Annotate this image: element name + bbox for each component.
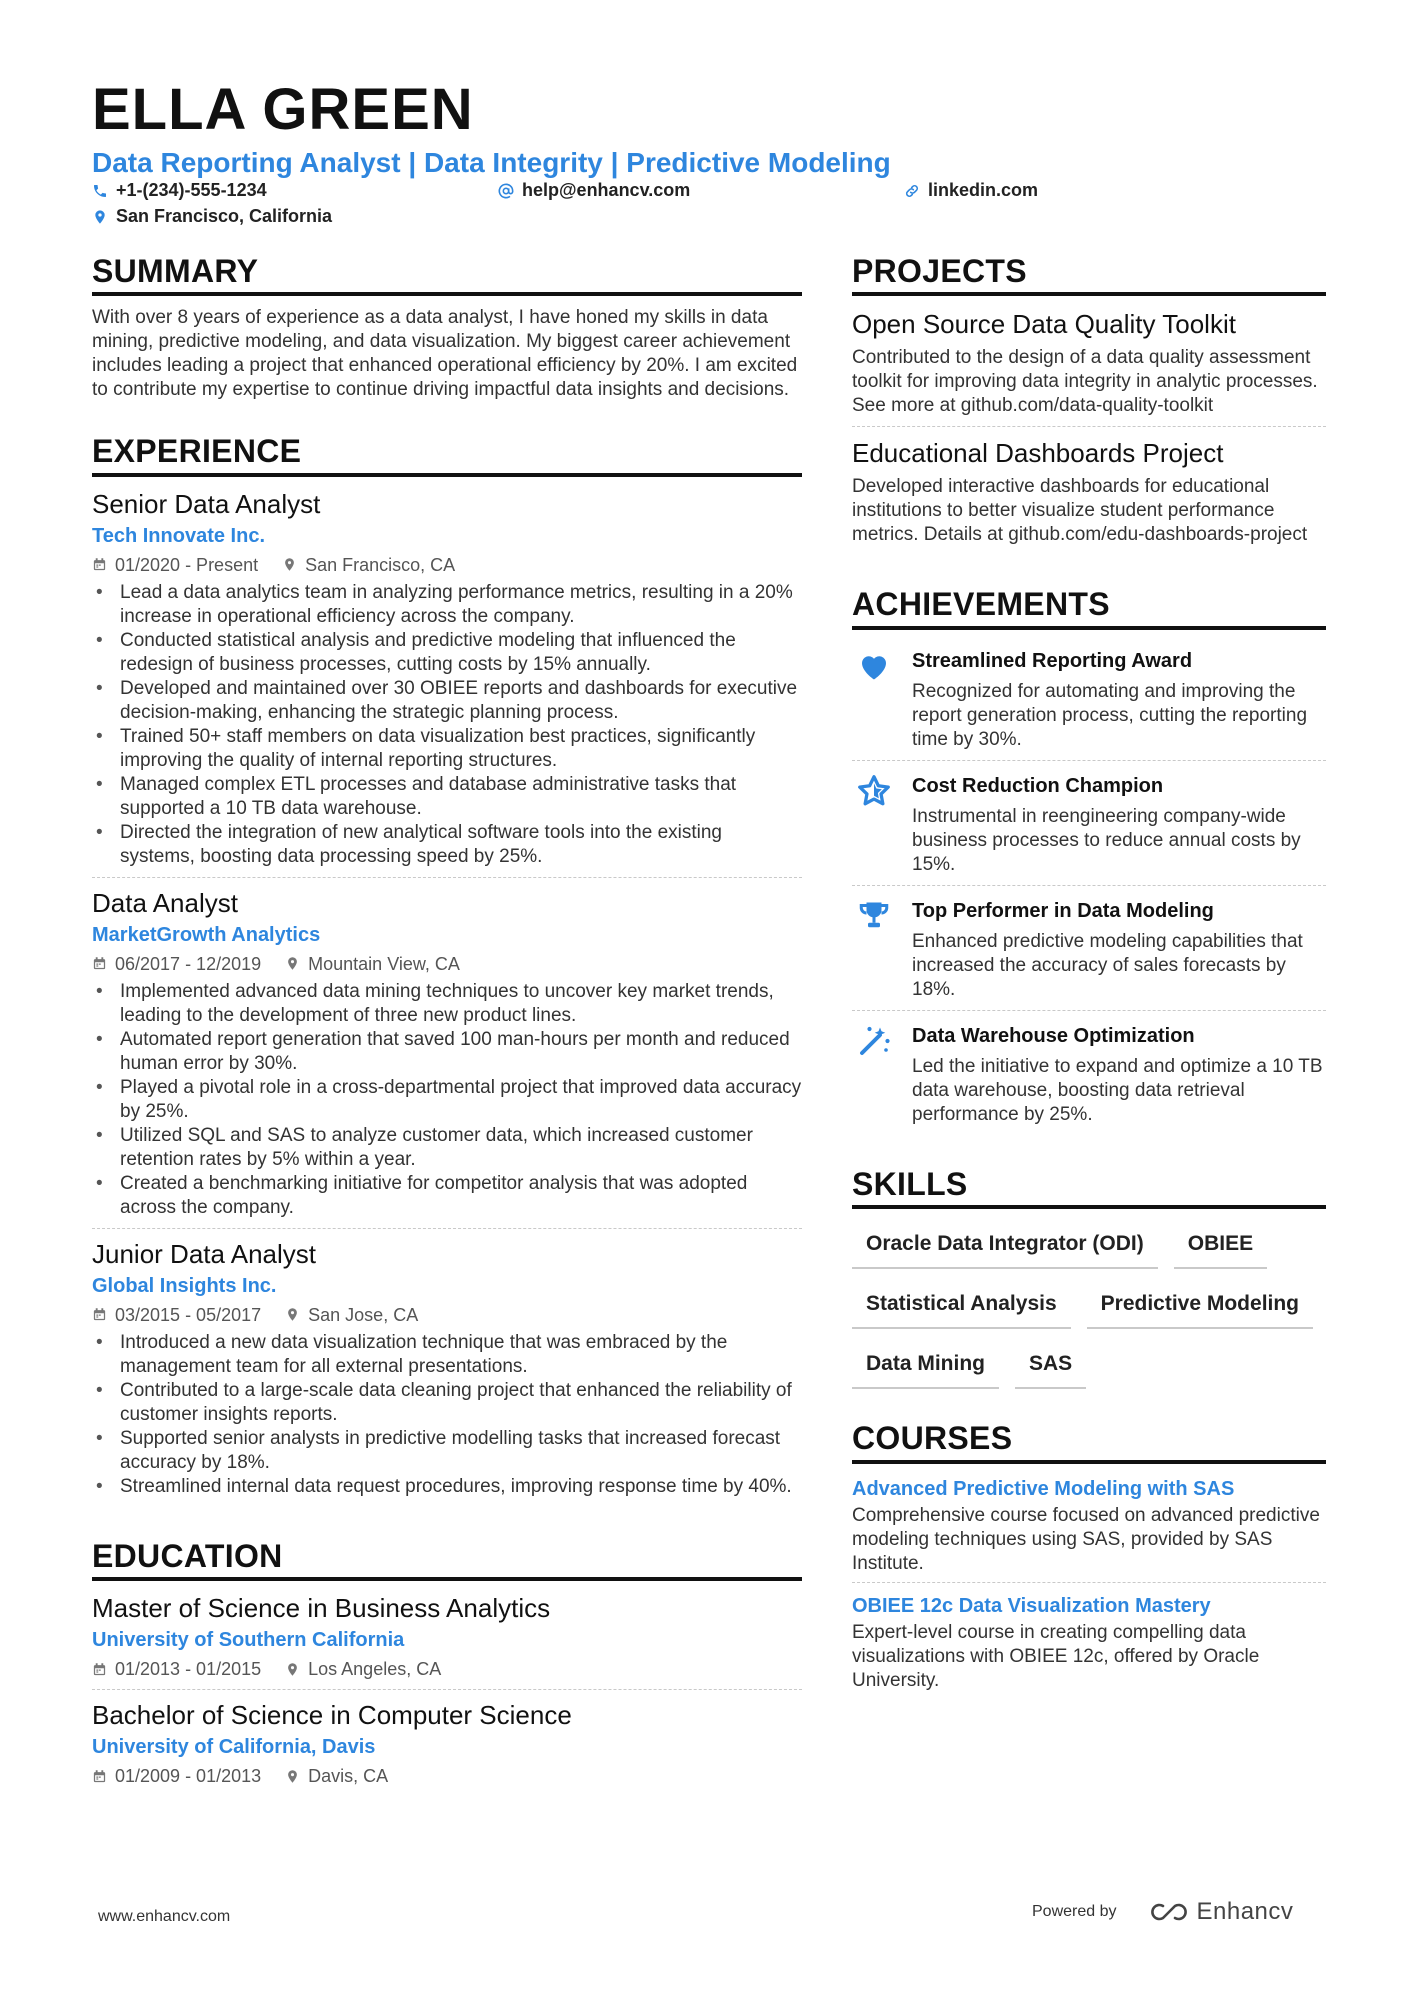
job-entry [92,1228,802,1507]
link-icon [904,183,920,199]
job-location-text: Mountain View, CA [308,953,460,974]
brand-logo[interactable] [1143,1898,1294,1926]
location-pin-icon [285,1769,300,1784]
job-dates [92,950,261,978]
education-dates [92,1762,261,1790]
job-dates-text: 01/2020 - Present [115,554,259,575]
education-dates-text: 01/2013 - 01/2015 [115,1659,262,1680]
achievement-entry [852,760,1326,885]
trophy-icon [852,896,896,1002]
education-location [285,1762,388,1790]
star-icon [852,771,896,877]
skill-tag: OBIEE [1174,1223,1267,1269]
skill-tag: SAS [1015,1343,1086,1389]
education-heading: EDUCATION [92,1537,802,1581]
job-location-text: San Jose, CA [308,1304,419,1325]
experience-section [92,432,802,1506]
skill-tag: Oracle Data Integrator (ODI) [852,1223,1158,1269]
left-column [92,252,802,1826]
project-entry [852,306,1326,426]
job-bullets [92,1331,802,1499]
job-location [282,551,455,579]
bullet-item: • Implemented advanced data mining techniques to uncover key market trends, leading to the development of three new product lines. [92,980,802,1028]
job-location-text: San Francisco, CA [305,554,456,575]
job-bullets [92,581,802,869]
course-description: Comprehensive course focused on advanced predictive modeling techniques using SAS, provided by SAS Institute. [852,1504,1320,1574]
bullet-item: • Contributed to a large-scale data cleaning project that enhanced the reliability of customer insights reports. [92,1379,802,1427]
degree-title: Bachelor of Science in Computer Science [92,1700,572,1731]
email-text: help@enhancv.com [522,180,691,200]
job-company: Tech Innovate Inc. [92,524,265,547]
projects-section [852,252,1326,555]
bullet-item: • Utilized SQL and SAS to analyze customer data, which increased customer retention rates by 5% within a year. [92,1124,802,1172]
at-icon [498,183,514,199]
achievement-description: Led the initiative to expand and optimize a 10 TB data warehouse, boosting data retrieval performance by 25%. [912,1055,1323,1125]
job-location [285,950,460,978]
location-pin-icon [285,956,300,971]
summary-text: With over 8 years of experience as a data analyst, I have honed my skills in data mining, predictive modeling, and data visualization. My biggest career achievement includes leading a project that enhanced operational efficiency by 20%. I am excited to contribute my expertise to continue driving impactful data insights and decisions. [92,307,798,401]
contact-info [92,180,1322,240]
education-meta [92,1762,802,1790]
skills-list [852,1219,1326,1389]
contact-phone[interactable] [92,180,267,201]
bullet-item: • Played a pivotal role in a cross-departmental project that improved data accuracy by 25%. [92,1076,802,1124]
achievement-title: Top Performer in Data Modeling [912,899,1214,922]
skills-section [852,1165,1326,1389]
bullet-item: • Trained 50+ staff members on data visualization best practices, significantly improving the quality of internal reporting structures. [92,725,802,773]
job-meta [92,1301,802,1329]
bullet-item: • Directed the integration of new analytical software tools into the existing systems, boosting data processing speed by 25%. [92,821,802,869]
contact-linkedin[interactable] [904,180,1038,201]
job-dates [92,1301,261,1329]
achievement-title: Streamlined Reporting Award [912,649,1193,672]
course-description: Expert-level course in creating compelling data visualizations with OBIEE 12c, offered by Oracle University. [852,1621,1260,1691]
courses-section [852,1419,1326,1698]
education-entry [92,1591,802,1689]
course-title: Advanced Predictive Modeling with SAS [852,1477,1235,1500]
job-entry [92,487,802,877]
project-description: Developed interactive dashboards for educational institutions to better visualize student performance metrics. Details at github.com/edu-dashboards-project [852,476,1308,546]
job-company: Global Insights Inc. [92,1274,277,1297]
skill-tag: Data Mining [852,1343,999,1389]
bullet-item: • Streamlined internal data request procedures, improving response time by 40%. [92,1475,802,1499]
skill-tag: Statistical Analysis [852,1283,1071,1329]
achievement-description: Recognized for automating and improving the report generation process, cutting the reporting time by 30%. [912,680,1308,750]
candidate-name: ELLA GREEN [92,77,474,142]
phone-text: +1-(234)-555-1234 [116,180,267,200]
school-name: University of Southern California [92,1629,405,1652]
candidate-title: Data Reporting Analyst | Data Integrity | Predictive Modeling [92,147,891,178]
location-pin-icon [92,209,108,225]
job-dates-text: 06/2017 - 12/2019 [115,953,262,974]
brand-name: Enhancv [1196,1898,1294,1925]
right-column [852,252,1326,1729]
project-description: Contributed to the design of a data quality assessment toolkit for improving data integrity in analytic processes. See more at github.com/data-quality-toolkit [852,347,1318,417]
job-role: Data Analyst [92,887,238,918]
achievement-entry [852,640,1326,760]
bullet-item: • Supported senior analysts in predictive modelling tasks that increased forecast accuracy by 18%. [92,1427,802,1475]
phone-icon [92,183,108,199]
course-entry [852,1474,1326,1582]
education-location-text: Los Angeles, CA [308,1659,442,1680]
education-meta [92,1655,802,1683]
calendar-icon [92,956,107,971]
footer-branding [1032,1898,1293,1926]
projects-heading: PROJECTS [852,252,1326,296]
summary-section [92,252,802,402]
enhancv-logo-icon [1143,1900,1189,1924]
achievement-title: Data Warehouse Optimization [912,1024,1195,1047]
bullet-item: • Introduced a new data visualization technique that was embraced by the management team for all external presentations. [92,1331,802,1379]
contact-location [92,206,332,227]
education-section [92,1537,802,1796]
bullet-item: • Lead a data analytics team in analyzing performance metrics, resulting in a 20% increase in operational efficiency across the company. [92,581,802,629]
project-entry [852,426,1326,555]
education-entry [92,1689,802,1796]
location-pin-icon [285,1662,300,1677]
courses-heading: COURSES [852,1419,1326,1463]
achievement-description: Instrumental in reengineering company-wide business processes to reduce annual costs by 15%. [912,805,1301,875]
job-dates [92,551,258,579]
calendar-icon [92,557,107,572]
achievements-section [852,585,1326,1134]
job-dates-text: 03/2015 - 05/2017 [115,1304,262,1325]
heart-icon [852,646,896,752]
job-role: Junior Data Analyst [92,1238,317,1269]
bullet-item: • Automated report generation that saved 100 man-hours per month and reduced human error by 30%. [92,1028,802,1076]
education-location [285,1655,441,1683]
contact-email[interactable] [498,180,690,201]
location-pin-icon [282,557,297,572]
skills-heading: SKILLS [852,1165,1326,1209]
achievement-entry [852,885,1326,1010]
calendar-icon [92,1662,107,1677]
location-pin-icon [285,1307,300,1322]
footer-website[interactable]: www.enhancv.com [98,1908,231,1925]
powered-by-text: Powered by [1032,1903,1117,1920]
course-entry [852,1582,1326,1699]
education-dates [92,1655,261,1683]
bullet-item: • Developed and maintained over 30 OBIEE reports and dashboards for executive decision-making, enhancing the strategic planning process. [92,677,802,725]
location-text: San Francisco, California [116,206,333,226]
project-title: Educational Dashboards Project [852,438,1224,469]
job-meta [92,950,802,978]
job-entry [92,877,802,1228]
education-location-text: Davis, CA [308,1766,389,1787]
skill-tag: Predictive Modeling [1087,1283,1313,1329]
job-meta [92,551,802,579]
experience-heading: EXPERIENCE [92,432,802,476]
linkedin-text: linkedin.com [928,180,1039,200]
education-dates-text: 01/2009 - 01/2013 [115,1766,262,1787]
achievement-entry [852,1010,1326,1135]
achievement-description: Enhanced predictive modeling capabilities that increased the accuracy of sales forecasts by 18%. [912,930,1303,1000]
magic-wand-icon [852,1021,896,1127]
job-company: MarketGrowth Analytics [92,923,321,946]
bullet-item: • Managed complex ETL processes and database administrative tasks that supported a 10 TB data warehouse. [92,773,802,821]
school-name: University of California, Davis [92,1736,376,1759]
achievement-title: Cost Reduction Champion [912,774,1164,797]
job-bullets [92,980,802,1220]
bullet-item: • Created a benchmarking initiative for competitor analysis that was adopted across the company. [92,1172,802,1220]
summary-heading: SUMMARY [92,252,802,296]
course-title: OBIEE 12c Data Visualization Mastery [852,1594,1211,1617]
calendar-icon [92,1307,107,1322]
project-title: Open Source Data Quality Toolkit [852,309,1236,340]
achievements-heading: ACHIEVEMENTS [852,585,1326,629]
job-location [285,1301,418,1329]
calendar-icon [92,1769,107,1784]
bullet-item: • Conducted statistical analysis and predictive modeling that influenced the redesign of business processes, cutting costs by 15% annually. [92,629,802,677]
degree-title: Master of Science in Business Analytics [92,1593,551,1624]
job-role: Senior Data Analyst [92,488,321,519]
